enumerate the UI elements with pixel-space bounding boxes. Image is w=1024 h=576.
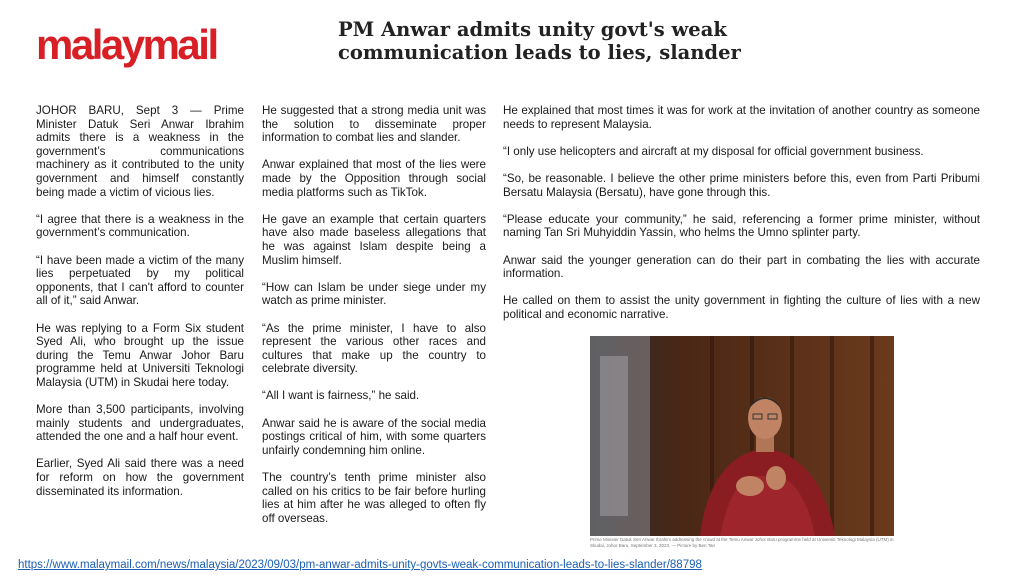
paragraph: “I have been made a victim of the many lies perpetuated by my political opponents, that I can't afford to counter all of it,” said Anwar.: [36, 253, 244, 308]
paragraph: He was replying to a Form Six student Syed Ali, who brought up the issue during the Temu Anwar Johor Baru programme held at Universiti Teknologi Malaysia (UTM) in Skudai here today.: [36, 321, 244, 389]
paragraph: “So, be reasonable. I believe the other prime ministers before this, even from Parti Pribumi Bersatu Malaysia (Bersatu), have gone through this.: [503, 171, 980, 199]
paragraph: Anwar said he is aware of the social media postings critical of him, with some quarters unfairly condemning him online.: [262, 416, 486, 457]
paragraph: “How can Islam be under siege under my watch as prime minister.: [262, 280, 486, 308]
paragraph: The country’s tenth prime minister also called on his critics to be fair before hurling lies at him after he was alleged to often fly off overseas.: [262, 471, 486, 525]
article-column-2: [262, 104, 486, 539]
paragraph: More than 3,500 participants, involving mainly students and undergraduates, attended the one and a half hour event.: [36, 403, 244, 444]
article-column-3: [503, 104, 980, 335]
paragraph: Anwar explained that most of the lies were made by the Opposition through social media platforms such as TikTok.: [262, 158, 486, 199]
paragraph: “As the prime minister, I have to also represent the various other races and cultures that make up the country to celebrate diversity.: [262, 321, 486, 376]
paragraph: “Please educate your community,” he said, referencing a former prime minister, without naming Tan Sri Muhyiddin Yassin, who helms the Umno splinter party.: [503, 212, 980, 240]
paragraph: He called on them to assist the unity government in fighting the culture of lies with a new political and economic narrative.: [503, 294, 980, 321]
source-url-link[interactable]: https://www.malaymail.com/news/malaysia/2023/09/03/pm-anwar-admits-unity-govts-weak-communication-leads-to-lies-slander/88798: [18, 559, 702, 571]
article-headline: PM Anwar admits unity govt's weak communication leads to lies, slander: [338, 18, 741, 64]
article-column-1: [36, 104, 244, 512]
malaymail-logo: malaymail: [36, 21, 217, 68]
paragraph: He explained that most times it was for work at the invitation of another country as someone needs to represent Malaysia.: [503, 104, 980, 131]
paragraph: JOHOR BARU, Sept 3 — Prime Minister Datuk Seri Anwar Ibrahim admits there is a weakness in the government’s communications machinery as it contributed to the unity government and himself constantly being made a victim of vicious lies.: [36, 104, 244, 199]
paragraph: “I agree that there is a weakness in the government’s communication.: [36, 212, 244, 240]
paragraph: Anwar said the younger generation can do their part in combating the lies with accurate information.: [503, 253, 980, 281]
paragraph: He gave an example that certain quarters have also made baseless allegations that he was against Islam despite being a Muslim himself.: [262, 212, 486, 267]
paragraph: “All I want is fairness,” he said.: [262, 389, 420, 403]
photo-caption: Prime Minister Datuk Seri Anwar Ibrahim addressing the crowd at the Temu Anwar Johor Baru programme held at Universiti Teknologi Malaysia (UTM) in Skudai, Johor Baru, September 3, 2023. — Picture by Ben Tan: [590, 537, 894, 548]
paragraph: Earlier, Syed Ali said there was a need for reform on how the government disseminated its information.: [36, 457, 244, 498]
speaker-illustration: [590, 336, 894, 536]
article-photo: [590, 336, 894, 536]
paragraph: “I only use helicopters and aircraft at my disposal for official government business.: [503, 144, 924, 158]
paragraph: He suggested that a strong media unit was the solution to disseminate proper information to combat lies and slander.: [262, 104, 486, 145]
